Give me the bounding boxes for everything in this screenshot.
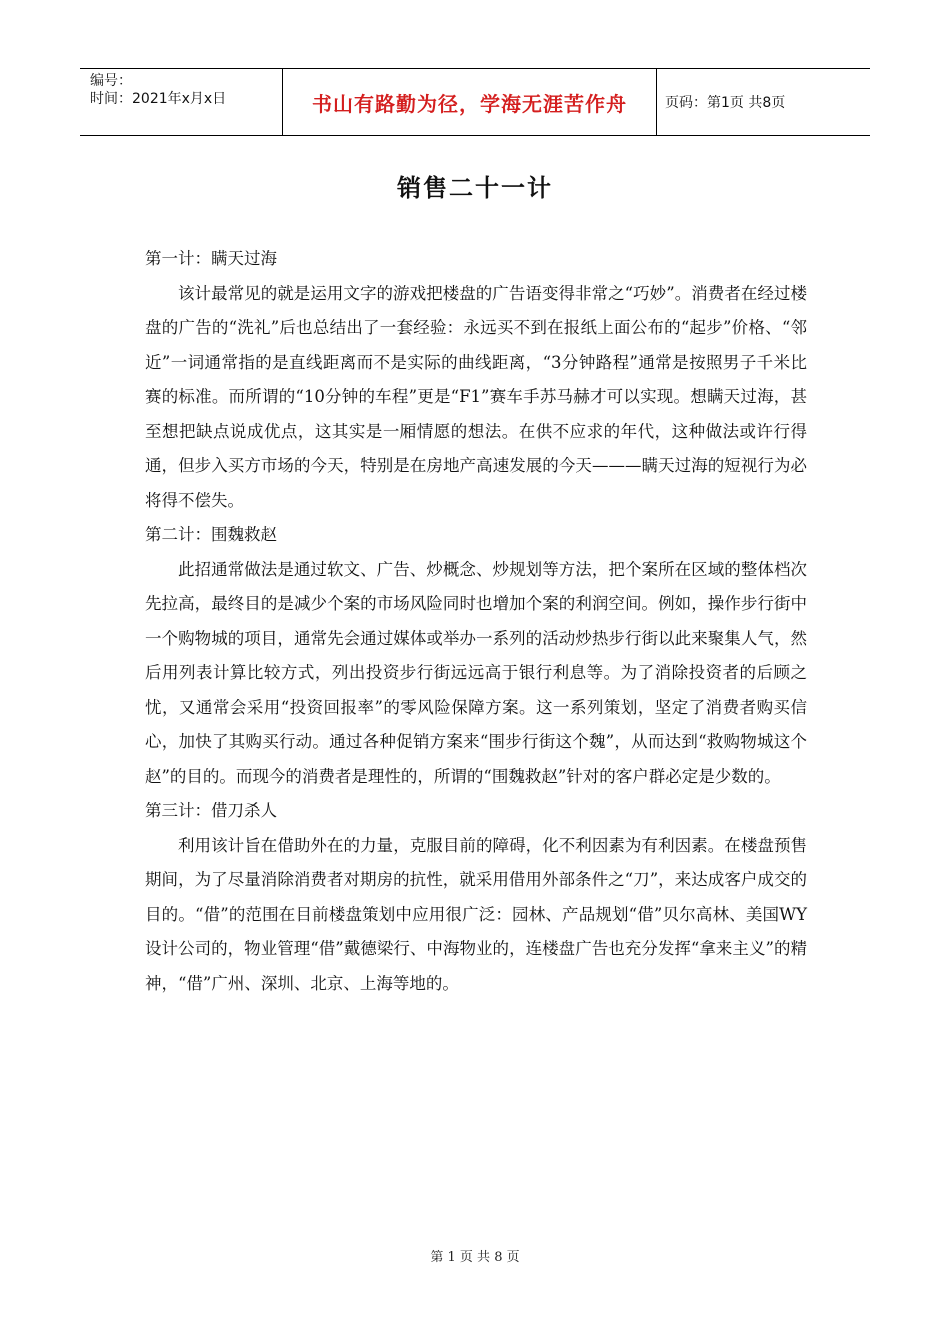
section-paragraph: 利用该计旨在借助外在的力量，克服目前的障碍，化不利因素为有利因素。在楼盘预售期间，为了尽量消除消费者对期房的抗性，就采用借用外部条件之“刀”，来达成客户成交的目的。“借”的范围在目前楼盘策划中应用很广泛：园林、产品规划“借”贝尔高林、美国WY设计公司的，物业管理“借”戴德梁行、中海物业的，连楼盘广告也充分发挥“拿来主义”的精神，“借”广州、深圳、北京、上海等地的。 [145, 835, 807, 993]
section-heading: 第一计：瞒天过海 [145, 249, 277, 268]
page-info-text: 页码：第1页 共8页 [665, 95, 786, 111]
section-paragraph: 该计最常见的就是运用文字的游戏把楼盘的广告语变得非常之“巧妙”。消费者在经过楼盘的广告的“洗礼”后也总结出了一套经验：永远买不到在报纸上面公布的“起步”价格、“邻近”一词通常指的是直线距离而不是实际的曲线距离，“3分钟路程”通常是按照男子千米比赛的标准。而所谓的“10分钟的车程”更是“F1”赛车手苏马赫才可以实现。想瞒天过海，甚至想把缺点说成优点，这其实是一厢情愿的想法。在供不应求的年代，这种做法或许行得通，但步入买方市场的今天，特别是在房地产高速发展的今天———瞒天过海的短视行为必将得不偿失。 [145, 283, 807, 510]
section-heading: 第二计：围魏救赵 [145, 525, 277, 544]
page-footer: 第 1 页 共 8 页 [430, 1250, 520, 1265]
header-motto-cell [282, 69, 657, 135]
document-header [80, 68, 870, 136]
number-label: 编号： [90, 73, 132, 89]
motto-text: 书山有路勤为径，学海无涯苦作舟 [312, 91, 627, 116]
document-title: 销售二十一计 [397, 174, 553, 202]
header-meta [80, 69, 282, 135]
section-paragraph: 此招通常做法是通过软文、广告、炒概念、炒规划等方法，把个案所在区域的整体档次先拉高，最终目的是减少个案的市场风险同时也增加个案的利润空间。例如，操作步行街中一个购物城的项目，通常先会通过媒体或举办一系列的活动炒热步行街以此来聚集人气，然后用列表计算比较方式，列出投资步行街远远高于银行利息等。为了消除投资者的后顾之忧，又通常会采用“投资回报率”的零风险保障方案。这一系列策划，坚定了消费者购买信心，加快了其购买行动。通过各种促销方案来“围步行街这个魏”，从而达到“救购物城这个赵”的目的。而现今的消费者是理性的，所谓的“围魏救赵”针对的客户群必定是少数的。 [145, 559, 807, 786]
date-label: 时间：2021年x月x日 [90, 91, 227, 107]
section-heading: 第三计：借刀杀人 [145, 801, 277, 820]
document-body [145, 242, 807, 1001]
header-page-info [657, 69, 870, 135]
